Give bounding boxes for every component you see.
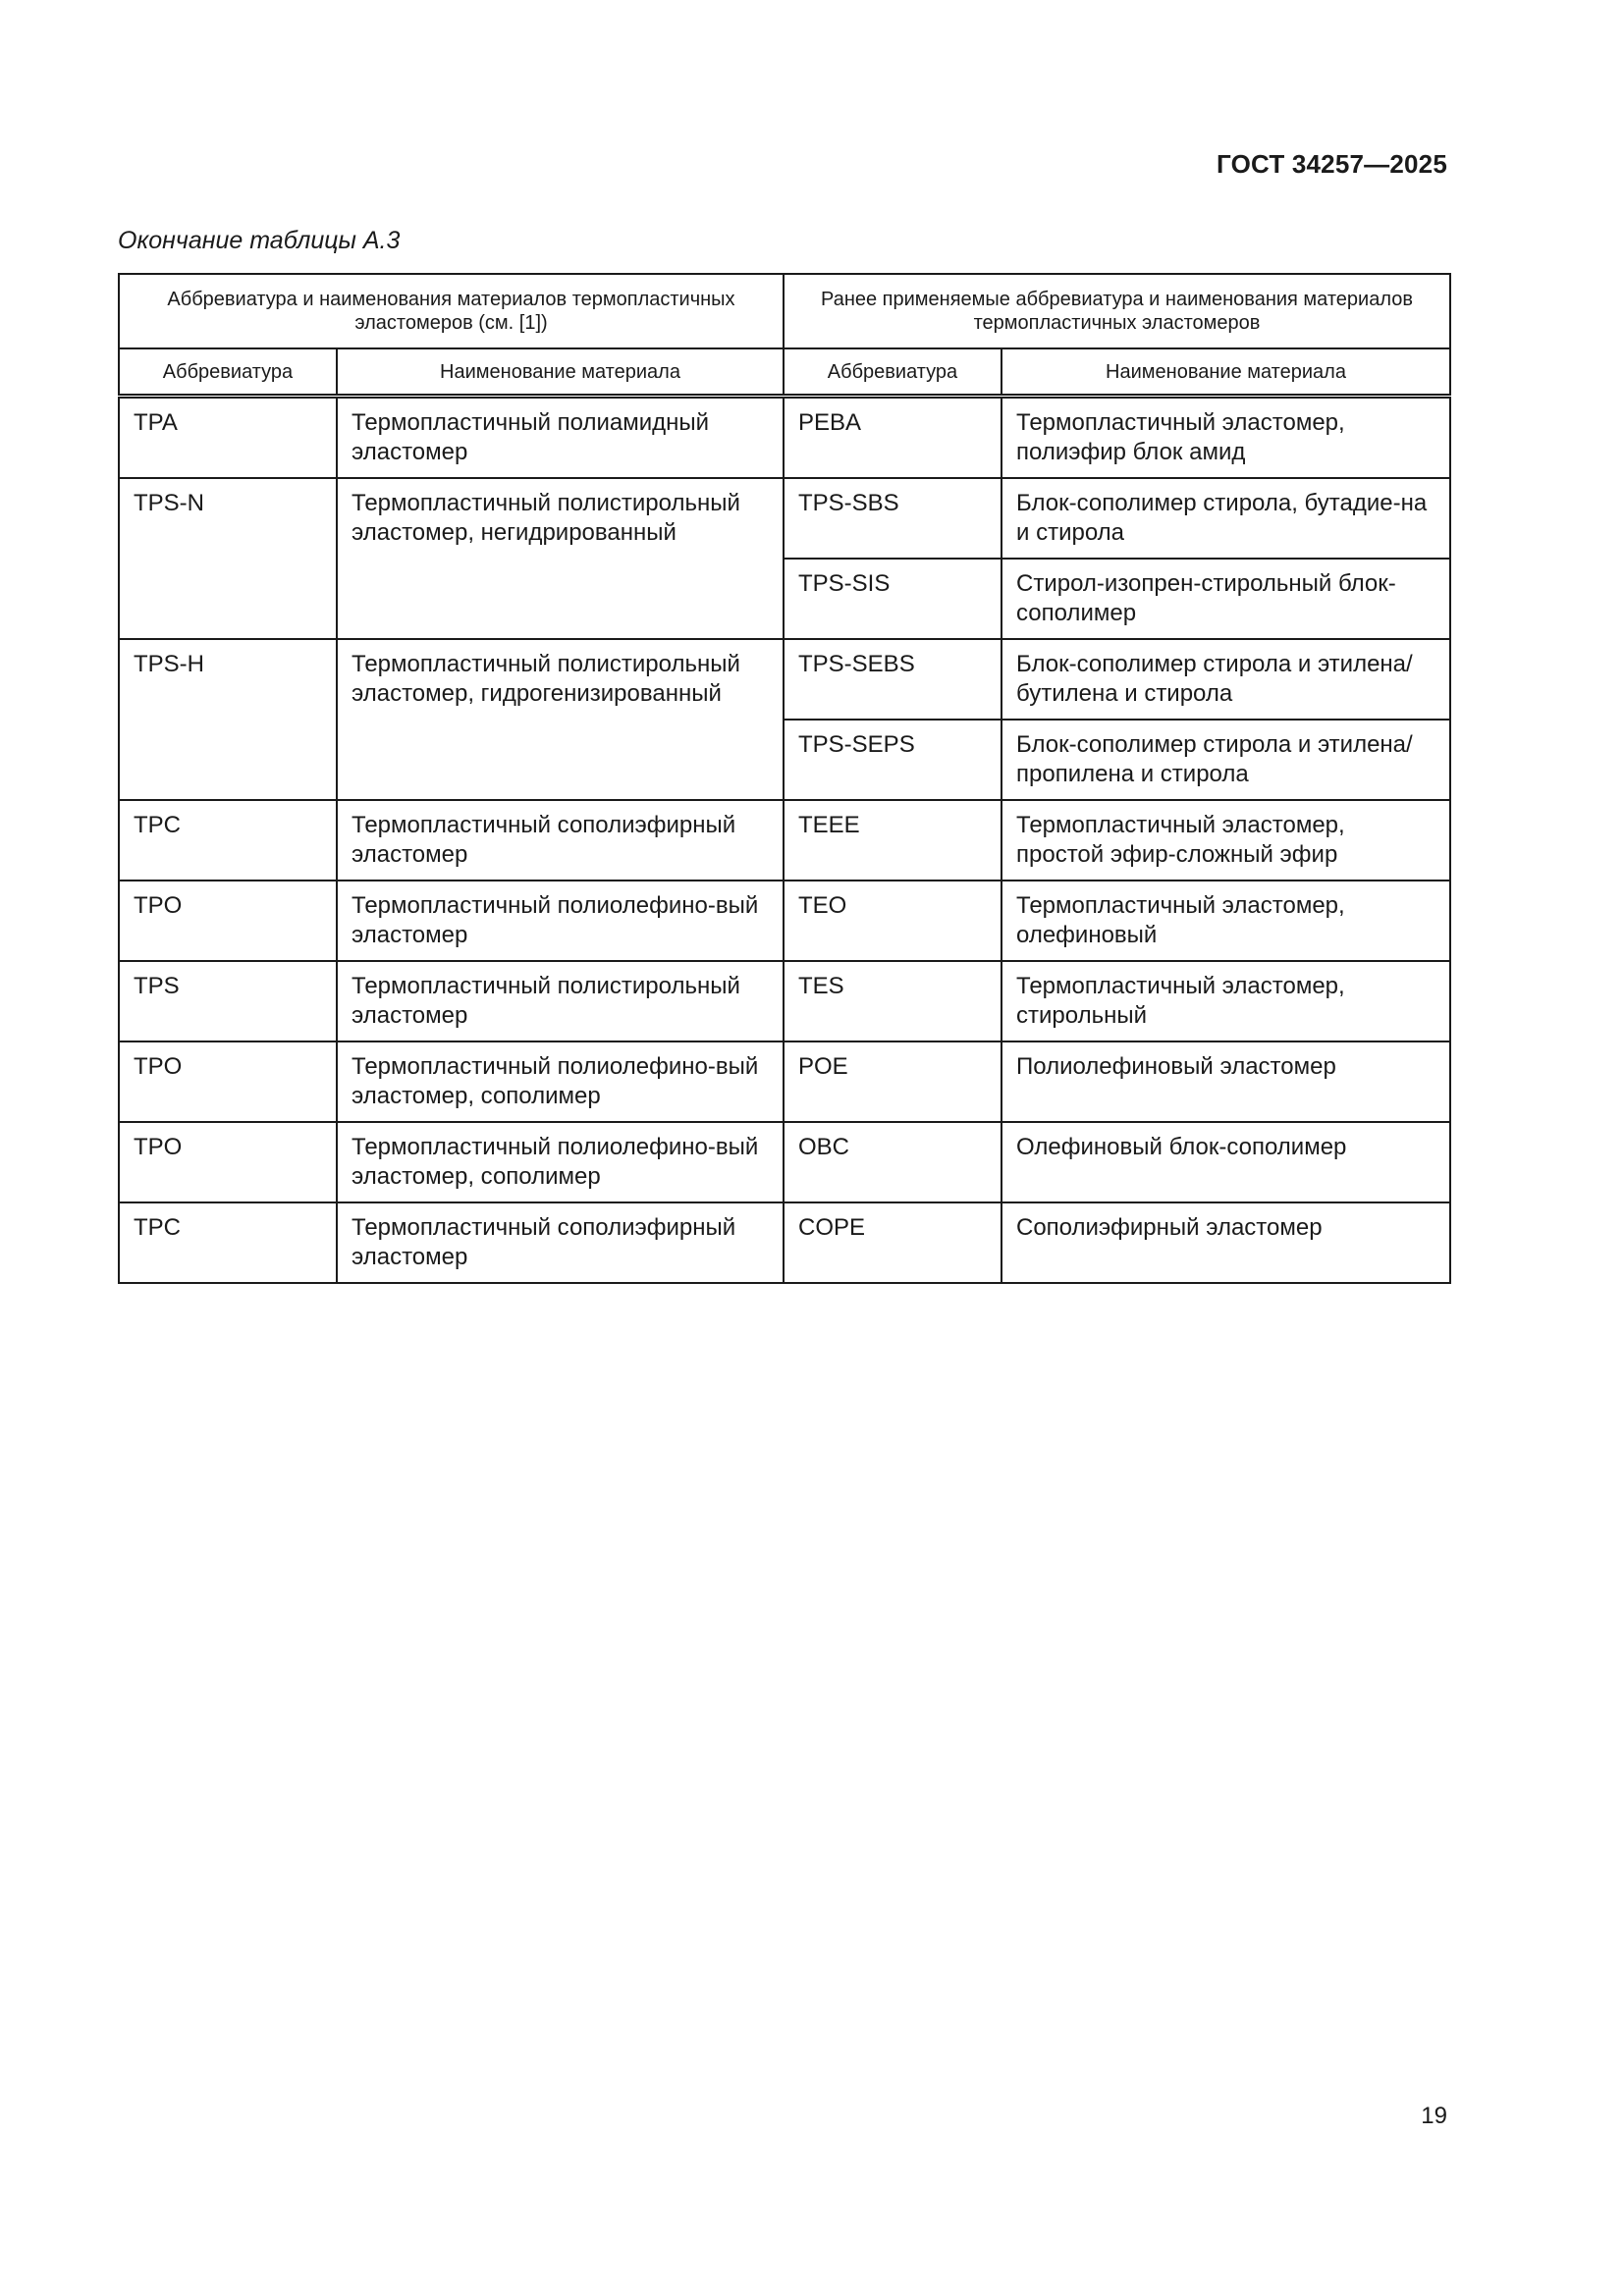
table-row [119, 800, 1450, 881]
old-name-cell: Полиолефиновый эластомер [1001, 1041, 1450, 1122]
name-cell: Термопластичный полистирольный эластомер, негидрированный [337, 478, 784, 639]
table-row [119, 881, 1450, 961]
table-row [119, 478, 1450, 559]
old-name-cell: Олефиновый блок-сополимер [1001, 1122, 1450, 1202]
name-cell: Термопластичный полистирольный эластомер [337, 961, 784, 1041]
column-header-abbr-current: Аббревиатура [119, 348, 337, 397]
group-header-row [119, 274, 1450, 348]
abbr-cell: TPO [119, 1041, 337, 1122]
table-caption: Окончание таблицы А.3 [118, 227, 401, 254]
name-cell: Термопластичный полиолефино-вый эластомер, сополимер [337, 1122, 784, 1202]
abbr-cell: TPO [119, 881, 337, 961]
name-cell: Термопластичный полиамидный эластомер [337, 397, 784, 479]
name-cell: Термопластичный сополиэфирный эластомер [337, 800, 784, 881]
document-standard-header: ГОСТ 34257—2025 [1217, 149, 1447, 179]
old-abbr-cell: OBC [784, 1122, 1001, 1202]
name-cell: Термопластичный полиолефино-вый эластомер [337, 881, 784, 961]
abbr-cell: TPA [119, 397, 337, 479]
group-header-current: Аббревиатура и наименования материалов термопластичных эластомеров (см. [1]) [119, 274, 784, 348]
old-abbr-cell: PEBA [784, 397, 1001, 479]
old-name-cell: Блок-сополимер стирола, бутадие-на и стирола [1001, 478, 1450, 559]
table-row [119, 397, 1450, 479]
abbr-cell: TPS-N [119, 478, 337, 639]
old-name-cell: Сополиэфирный эластомер [1001, 1202, 1450, 1283]
name-cell: Термопластичный полистирольный эластомер, гидрогенизированный [337, 639, 784, 800]
old-abbr-cell: TES [784, 961, 1001, 1041]
table-row [119, 1041, 1450, 1122]
old-abbr-cell: TPS-SEBS [784, 639, 1001, 720]
old-name-cell: Блок-сополимер стирола и этилена/пропилена и стирола [1001, 720, 1450, 800]
old-name-cell: Термопластичный эластомер, простой эфир-сложный эфир [1001, 800, 1450, 881]
old-abbr-cell: COPE [784, 1202, 1001, 1283]
old-abbr-cell: TPS-SEPS [784, 720, 1001, 800]
abbr-cell: TPO [119, 1122, 337, 1202]
old-abbr-cell: TPS-SIS [784, 559, 1001, 639]
table-row [119, 639, 1450, 720]
old-abbr-cell: TEO [784, 881, 1001, 961]
old-name-cell: Термопластичный эластомер, полиэфир блок амид [1001, 397, 1450, 479]
materials-table [118, 273, 1451, 1284]
table-row [119, 1202, 1450, 1283]
column-header-row [119, 348, 1450, 397]
old-abbr-cell: TPS-SBS [784, 478, 1001, 559]
column-header-abbr-previous: Аббревиатура [784, 348, 1001, 397]
old-name-cell: Стирол-изопрен-стирольный блок-сополимер [1001, 559, 1450, 639]
abbr-cell: TPS-H [119, 639, 337, 800]
group-header-previous: Ранее применяемые аббревиатура и наименования материалов термопластичных эластомеров [784, 274, 1450, 348]
old-abbr-cell: POE [784, 1041, 1001, 1122]
abbr-cell: TPS [119, 961, 337, 1041]
table-row [119, 961, 1450, 1041]
old-name-cell: Термопластичный эластомер, стирольный [1001, 961, 1450, 1041]
page-number: 19 [1421, 2103, 1447, 2129]
abbr-cell: TPC [119, 800, 337, 881]
table-row [119, 1122, 1450, 1202]
name-cell: Термопластичный сополиэфирный эластомер [337, 1202, 784, 1283]
abbr-cell: TPC [119, 1202, 337, 1283]
old-abbr-cell: TEEE [784, 800, 1001, 881]
old-name-cell: Термопластичный эластомер, олефиновый [1001, 881, 1450, 961]
column-header-name-previous: Наименование материала [1001, 348, 1450, 397]
column-header-name-current: Наименование материала [337, 348, 784, 397]
name-cell: Термопластичный полиолефино-вый эластомер, сополимер [337, 1041, 784, 1122]
old-name-cell: Блок-сополимер стирола и этилена/бутилена и стирола [1001, 639, 1450, 720]
